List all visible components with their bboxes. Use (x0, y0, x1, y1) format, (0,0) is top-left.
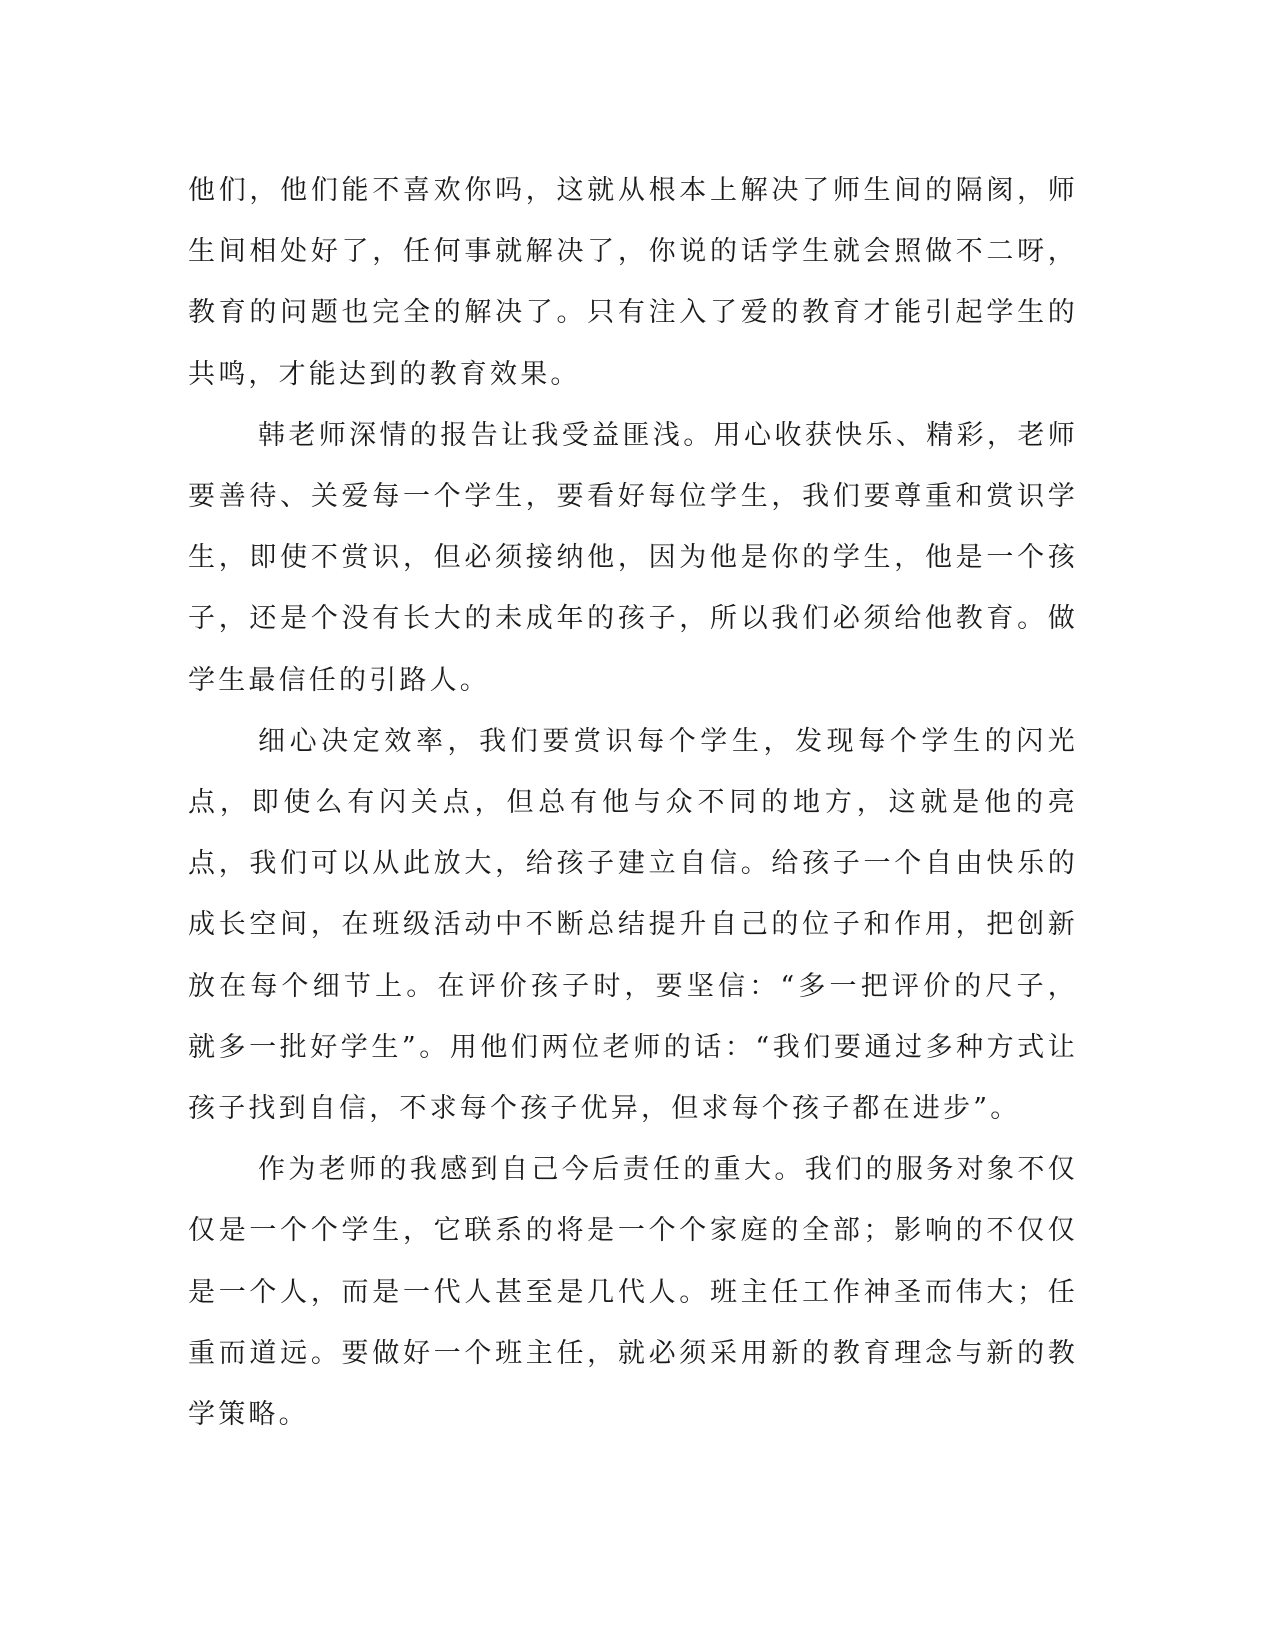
paragraph-2: 韩老师深情的报告让我受益匪浅。用心收获快乐、精彩，老师要善待、关爱每一个学生，要看好每位学生，我们要尊重和赏识学生，即使不赏识，但必须接纳他，因为他是你的学生，他是一个孩子，还是个没有长大的未成年的孩子，所以我们必须给他教育。做学生最信任的引路人。 (188, 419, 1078, 696)
paragraph-1: 他们，他们能不喜欢你吗，这就从根本上解决了师生间的隔阂，师生间相处好了，任何事就解决了，你说的话学生就会照做不二呀，教育的问题也完全的解决了。只有注入了爱的教育才能引起学生的共鸣，才能达到的教育效果。 (188, 175, 1078, 390)
paragraph-3: 细心决定效率，我们要赏识每个学生，发现每个学生的闪光点，即使么有闪关点，但总有他与众不同的地方，这就是他的亮点，我们可以从此放大，给孩子建立自信。给孩子一个自由快乐的成长空间，在班级活动中不断总结提升自己的位子和作用，把创新放在每个细节上。在评价孩子时，要坚信：“多一把评价的尺子，就多一批好学生”。用他们两位老师的话：“我们要通过多种方式让孩子找到自信，不求每个孩子优异，但求每个孩子都在进步”。 (188, 725, 1078, 1125)
body-text (188, 160, 1078, 1445)
paragraph-4: 作为老师的我感到自己今后责任的重大。我们的服务对象不仅仅是一个个学生，它联系的将是一个个家庭的全部；影响的不仅仅是一个人，而是一代人甚至是几代人。班主任工作神圣而伟大；任重而道远。要做好一个班主任，就必须采用新的教育理念与新的教学策略。 (188, 1154, 1078, 1431)
